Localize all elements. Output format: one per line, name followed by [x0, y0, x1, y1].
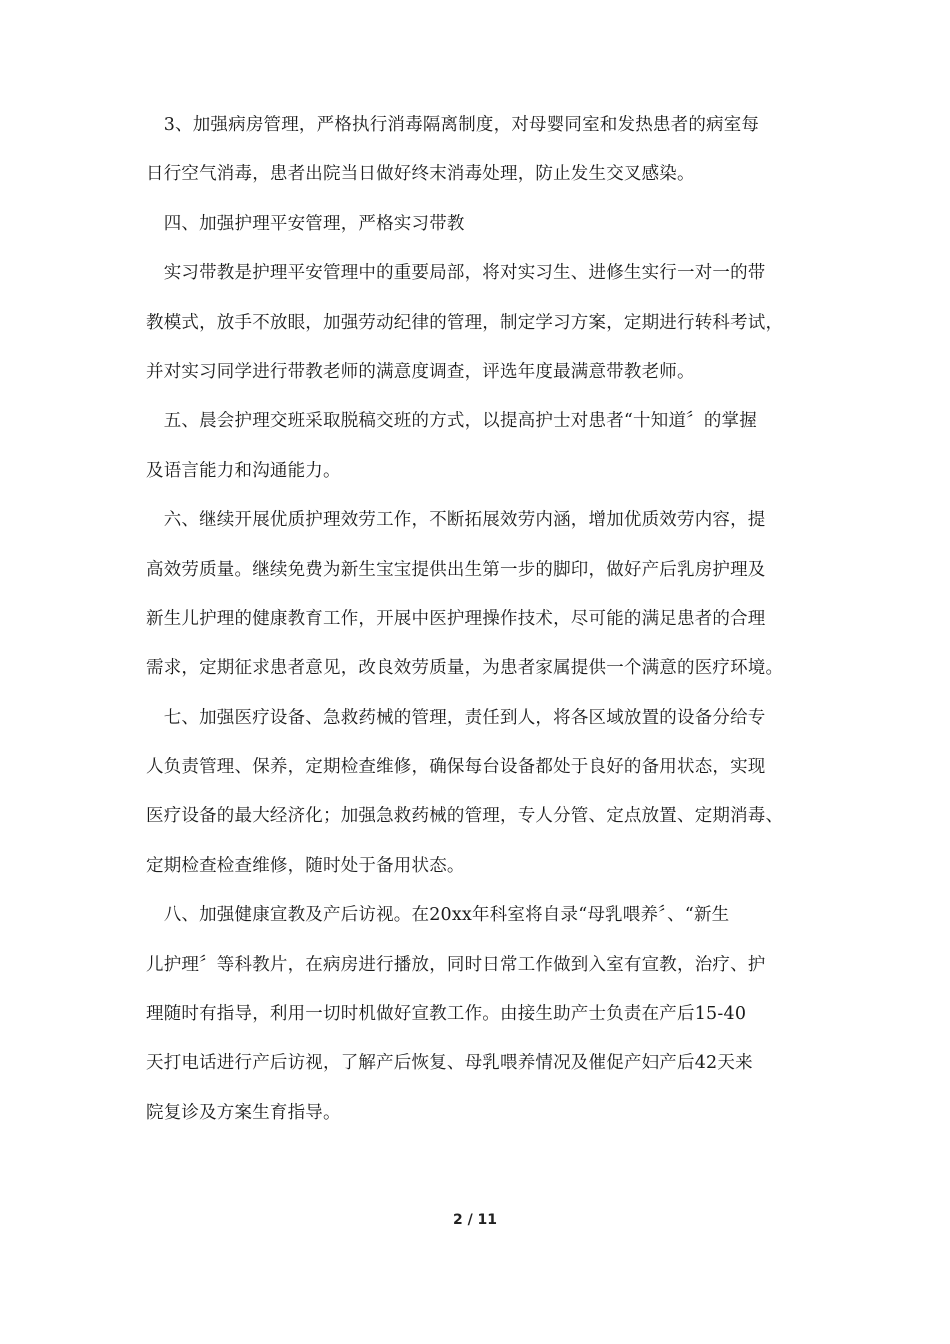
text-line: 理随时有指导，利用一切时机做好宣教工作。由接生助产士负责在产后15-40 [146, 1004, 747, 1025]
text-line: 日行空气消毒，患者出院当日做好终末消毒处理，防止发生交叉感染。 [146, 164, 695, 185]
document-body [146, 101, 818, 1138]
text-line: 八、加强健康宣教及产后访视。在20xx年科室将自录“母乳喂养〞、“新生 [146, 905, 730, 926]
text-line: 及语言能力和沟通能力。 [146, 460, 341, 481]
text-line: 3、加强病房管理，严格执行消毒隔离制度，对母婴同室和发热患者的病室每 [146, 115, 760, 135]
text-line: 七、加强医疗设备、急救药械的管理，责任到人，将各区域放置的设备分给专 [146, 707, 766, 728]
text-line: 六、继续开展优质护理效劳工作，不断拓展效劳内涵，增加优质效劳内容，提 [146, 510, 766, 531]
text-line: 医疗设备的最大经济化；加强急救药械的管理，专人分管、定点放置、定期消毒、 [146, 806, 784, 827]
text-line: 五、晨会护理交班采取脱稿交班的方式，以提高护士对患者“十知道〞的掌握 [146, 411, 757, 432]
text-line: 实习带教是护理平安管理中的重要局部，将对实习生、进修生实行一对一的带 [146, 263, 766, 284]
text-line: 院复诊及方案生育指导。 [146, 1102, 341, 1123]
text-line: 新生儿护理的健康教育工作，开展中医护理操作技术，尽可能的满足患者的合理 [146, 608, 766, 629]
text-line: 高效劳质量。继续免费为新生宝宝提供出生第一步的脚印，做好产后乳房护理及 [146, 559, 766, 580]
text-line: 定期检查检查维修，随时处于备用状态。 [146, 855, 465, 876]
section-heading: 四、加强护理平安管理，严格实习带教 [146, 213, 465, 234]
page-number: 2 / 11 [452, 1212, 498, 1228]
text-line: 儿护理〞等科教片，在病房进行播放，同时日常工作做到入室有宣教，治疗、护 [146, 954, 766, 975]
text-line: 并对实习同学进行带教老师的满意度调查，评选年度最满意带教老师。 [146, 361, 695, 382]
text-line: 人负责管理、保养，定期检查维修，确保每台设备都处于良好的备用状态，实现 [146, 757, 766, 778]
text-line: 需求，定期征求患者意见，改良效劳质量，为患者家属提供一个满意的医疗环境。 [146, 658, 784, 679]
text-line: 教模式，放手不放眼，加强劳动纪律的管理，制定学习方案，定期进行转科考试， [146, 312, 784, 333]
text-line: 天打电话进行产后访视，了解产后恢复、母乳喂养情况及催促产妇产后42天来 [146, 1053, 753, 1074]
